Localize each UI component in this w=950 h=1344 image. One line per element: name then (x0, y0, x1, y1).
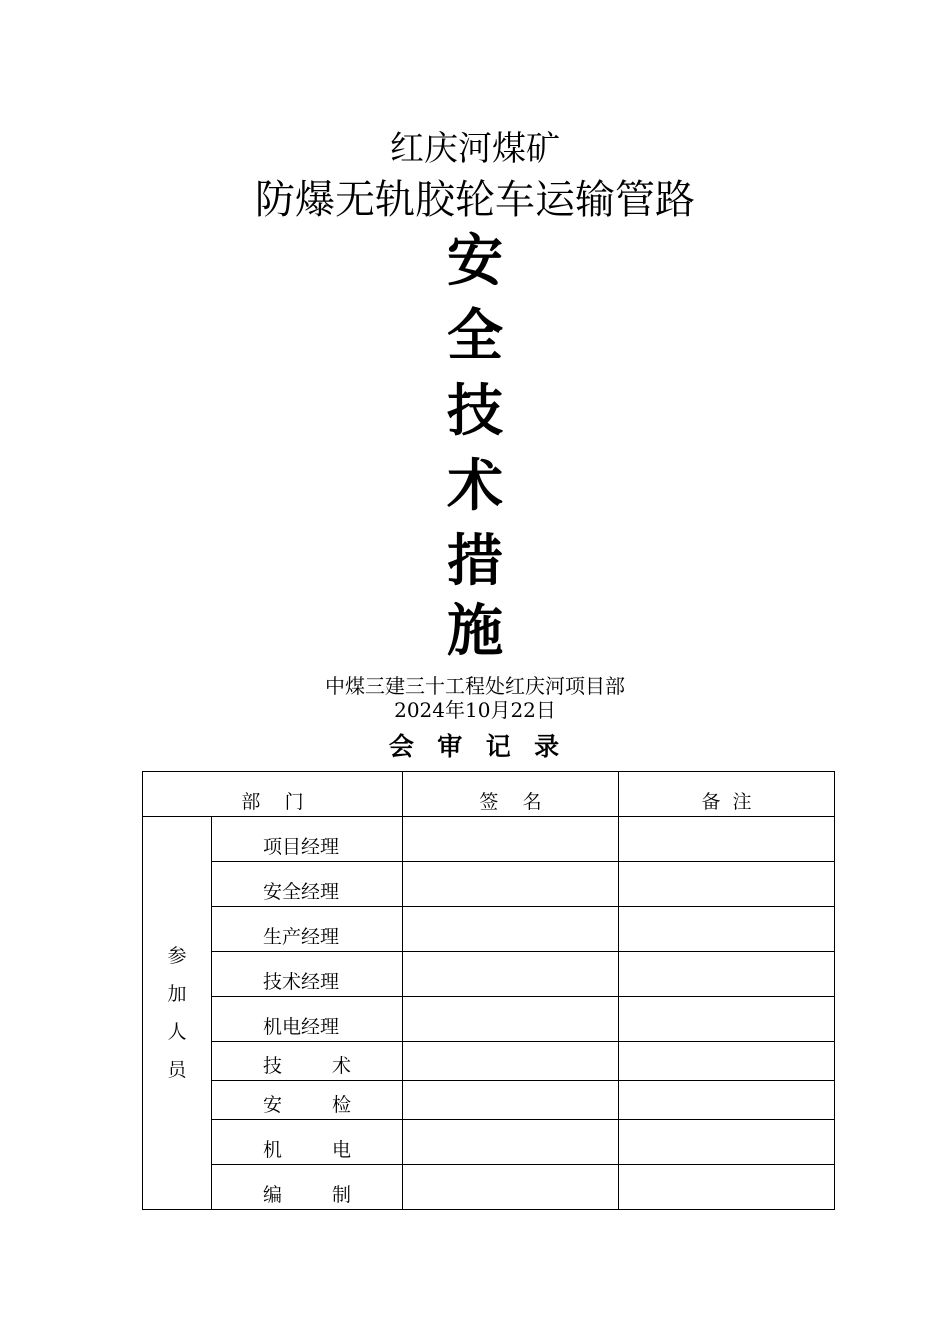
header-signature: 签 名 (403, 772, 619, 817)
table-row (143, 997, 835, 1042)
remarks-cell[interactable] (619, 1081, 835, 1120)
table-row (143, 862, 835, 907)
table-row (143, 817, 835, 862)
header-department: 部 门 (143, 772, 403, 817)
table-row (143, 1120, 835, 1165)
role-compiler: 编制 (212, 1165, 403, 1210)
participants-label-char: 加 (167, 983, 187, 1005)
table-row (143, 952, 835, 997)
review-record-title: 会 审 记 录 (388, 732, 562, 761)
signature-cell[interactable] (403, 997, 619, 1042)
participants-label (143, 817, 212, 1210)
remarks-cell[interactable] (619, 862, 835, 907)
table-row (143, 1081, 835, 1120)
role-technical-manager: 技术经理 (212, 952, 403, 997)
measure-title-char-2: 全 (447, 304, 503, 369)
table-row (143, 1042, 835, 1081)
remarks-cell[interactable] (619, 1042, 835, 1081)
role-safety-inspection: 安检 (212, 1081, 403, 1120)
remarks-cell[interactable] (619, 817, 835, 862)
mine-name: 红庆河煤矿 (390, 129, 560, 169)
role-production-manager: 生产经理 (212, 907, 403, 952)
role-project-manager: 项目经理 (212, 817, 403, 862)
remarks-cell[interactable] (619, 1165, 835, 1210)
organization-name: 中煤三建三十工程处红庆河项目部 (325, 674, 625, 698)
measure-title-char-4: 术 (447, 454, 503, 519)
signature-cell[interactable] (403, 1042, 619, 1081)
document-subject: 防爆无轨胶轮车运输管路 (255, 177, 695, 223)
signature-cell[interactable] (403, 862, 619, 907)
header-remarks: 备 注 (619, 772, 835, 817)
signature-cell[interactable] (403, 907, 619, 952)
signature-cell[interactable] (403, 1165, 619, 1210)
participants-label-char: 参 (167, 945, 187, 967)
measure-title-char-5: 措 (447, 529, 503, 594)
measure-title-char-1: 安 (447, 229, 503, 294)
participants-label-char: 员 (167, 1059, 187, 1081)
remarks-cell[interactable] (619, 907, 835, 952)
signature-cell[interactable] (403, 1120, 619, 1165)
table-row (143, 1165, 835, 1210)
remarks-cell[interactable] (619, 997, 835, 1042)
participants-label-char: 人 (167, 1021, 187, 1043)
role-electromechanical: 机电 (212, 1120, 403, 1165)
role-electromechanical-manager: 机电经理 (212, 997, 403, 1042)
signature-cell[interactable] (403, 817, 619, 862)
role-safety-manager: 安全经理 (212, 862, 403, 907)
remarks-cell[interactable] (619, 1120, 835, 1165)
signature-cell[interactable] (403, 952, 619, 997)
role-technical: 技术 (212, 1042, 403, 1081)
measure-title-char-3: 技 (447, 379, 503, 444)
review-table (142, 771, 835, 1210)
measure-title-char-6: 施 (447, 599, 503, 664)
remarks-cell[interactable] (619, 952, 835, 997)
signature-cell[interactable] (403, 1081, 619, 1120)
table-row (143, 907, 835, 952)
document-date: 2024年10月22日 (394, 698, 556, 722)
